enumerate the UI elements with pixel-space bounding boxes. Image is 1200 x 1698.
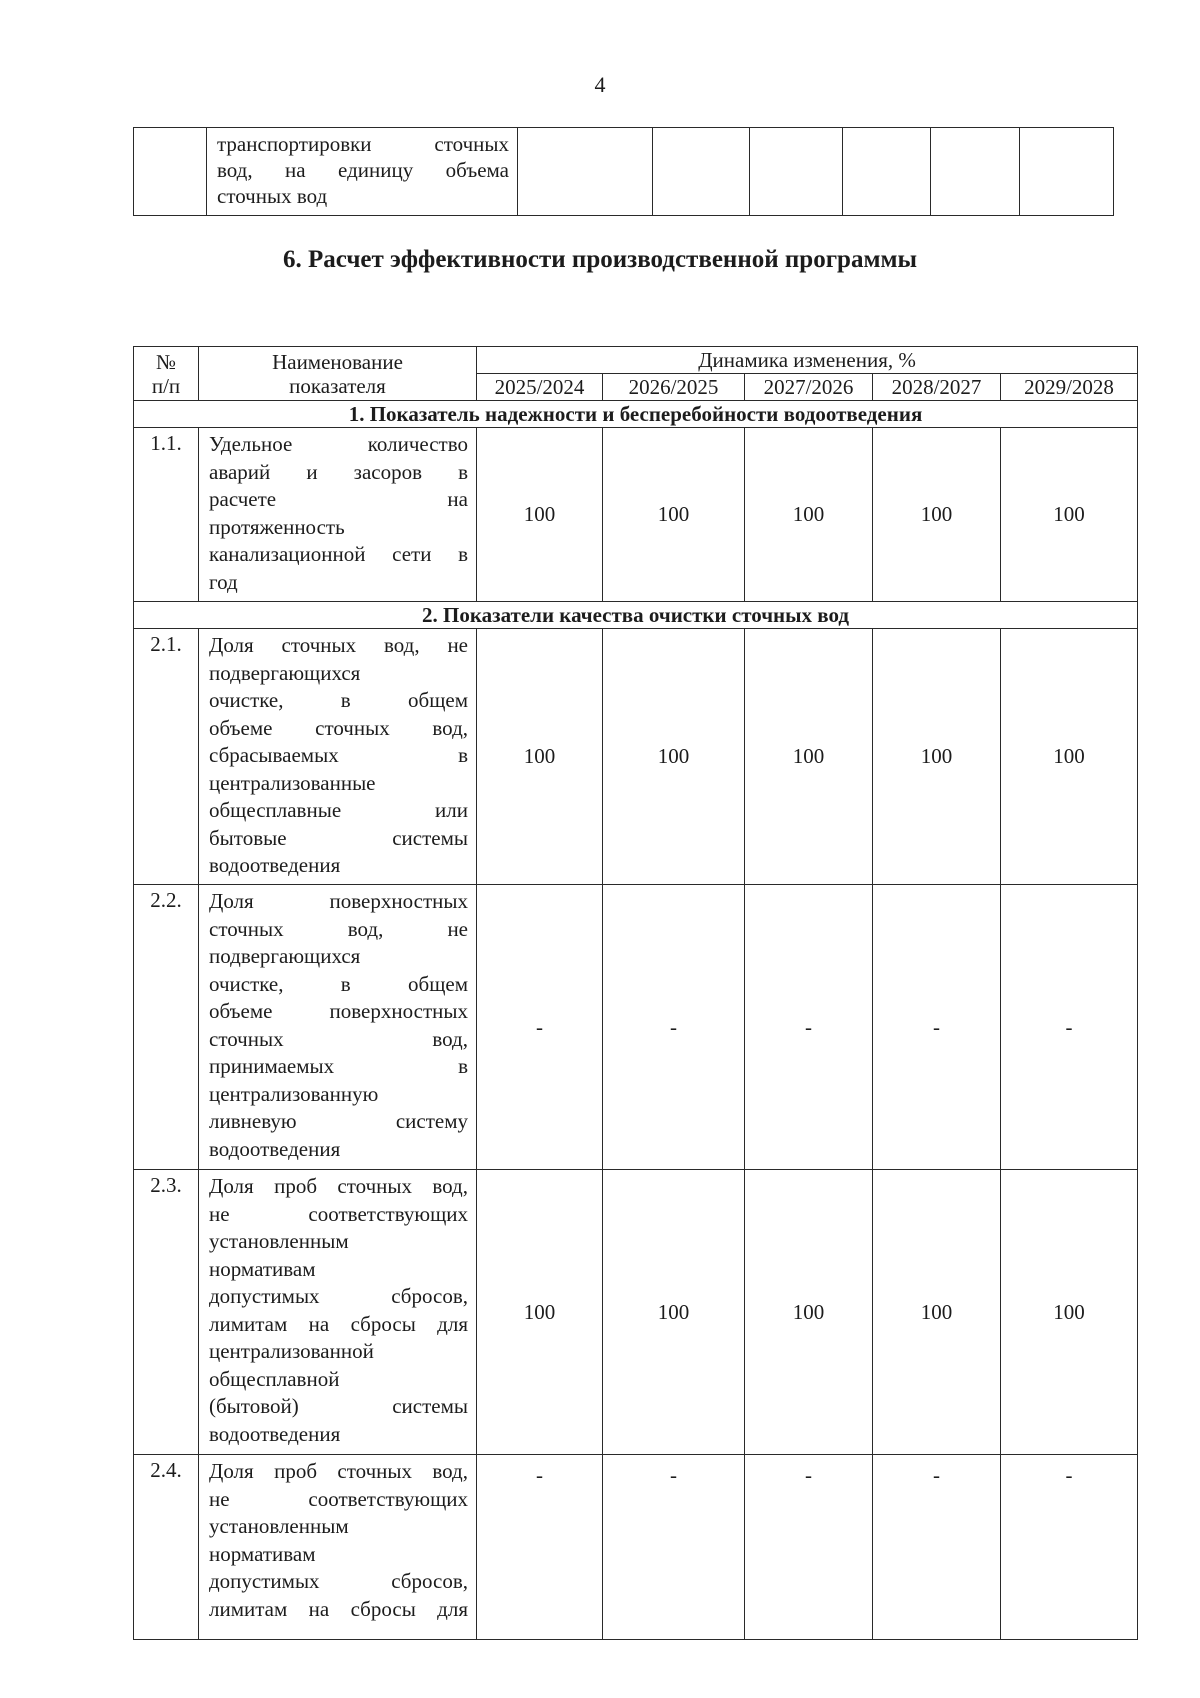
header-num-line: № <box>155 349 177 374</box>
table-row <box>134 629 1138 885</box>
header-row <box>134 347 1138 374</box>
value-cell <box>750 128 843 216</box>
value-cell: 100 <box>745 428 873 602</box>
name-line: ливневую систему <box>209 1109 468 1133</box>
name-line: расчете на <box>209 487 468 511</box>
name-line: аварий и засоров в <box>209 459 468 484</box>
value-cell: 100 <box>1001 1170 1138 1455</box>
value-cell: 100 <box>873 629 1001 885</box>
page-number: 4 <box>594 72 606 97</box>
name-line: централизованные <box>209 770 376 795</box>
name-line: допустимых сбросов, <box>209 1284 468 1308</box>
name-line: Доля проб сточных вод, <box>209 1174 468 1198</box>
value-cell: 100 <box>873 428 1001 602</box>
value-cell: - <box>477 885 603 1170</box>
table-row <box>134 128 1114 216</box>
indicator-name <box>199 629 477 885</box>
section-heading: 2. Показатели качества очистки сточных вод <box>134 602 1138 629</box>
value-cell <box>843 128 931 216</box>
value-cell: - <box>1001 1455 1138 1640</box>
name-line: лимитам на сбросы для <box>209 1311 468 1336</box>
header-year: 2029/2028 <box>1001 374 1138 401</box>
value-cell: - <box>745 885 873 1170</box>
table-row <box>134 1455 1138 1640</box>
name-line: водоотведения <box>209 1421 341 1446</box>
header-year: 2027/2026 <box>745 374 873 401</box>
indicator-name <box>199 1455 477 1640</box>
name-line: Доля поверхностных <box>209 889 468 913</box>
name-line: подвергающихся <box>209 944 361 968</box>
name-line: сточных вод <box>217 184 328 208</box>
row-number: 2.1. <box>134 629 199 885</box>
name-line: бытовые системы <box>209 825 468 850</box>
name-line: протяженность <box>209 514 345 539</box>
name-line: транспортировки сточных <box>217 132 509 156</box>
value-cell: 100 <box>477 1170 603 1455</box>
value-cell: - <box>603 885 745 1170</box>
name-line: объеме сточных вод, <box>209 715 468 740</box>
name-line: сбрасываемых в <box>209 743 468 767</box>
value-cell <box>653 128 750 216</box>
row-number: 2.3. <box>134 1170 199 1455</box>
header-num-line: п/п <box>151 373 181 398</box>
name-line: установленным <box>209 1229 349 1253</box>
name-line: сточных вод, <box>209 1026 468 1051</box>
name-line: централизованной <box>209 1339 374 1363</box>
section-title: 6. Расчет эффективности производственной программы <box>282 246 918 273</box>
name-line: водоотведения <box>209 853 341 877</box>
section-heading: 1. Показатель надежности и бесперебойности водоотведения <box>134 401 1138 428</box>
section-row <box>134 602 1138 629</box>
name-line: очистке, в общем <box>209 688 468 712</box>
name-line: водоотведения <box>209 1136 341 1161</box>
value-cell <box>518 128 653 216</box>
value-cell: - <box>1001 885 1138 1170</box>
name-line: общесплавной <box>209 1366 340 1391</box>
name-line: централизованную <box>209 1081 379 1106</box>
continued-table <box>133 127 1114 216</box>
name-line: нормативам <box>209 1256 316 1281</box>
name-line: не соответствующих <box>209 1201 468 1226</box>
header-year: 2025/2024 <box>477 374 603 401</box>
name-line: Удельное количество <box>209 432 468 456</box>
row-number: 2.4. <box>134 1455 199 1640</box>
name-line: год <box>209 569 238 594</box>
header-name-line: Наименование <box>272 349 403 374</box>
indicator-name <box>199 885 477 1170</box>
header-name <box>199 347 477 401</box>
name-line: очистке, в общем <box>209 971 468 996</box>
value-cell: 100 <box>603 1170 745 1455</box>
indicator-name <box>199 428 477 602</box>
indicator-name-cell <box>207 128 518 216</box>
value-cell: - <box>873 1455 1001 1640</box>
name-line: принимаемых в <box>209 1054 468 1078</box>
value-cell <box>931 128 1020 216</box>
value-cell: 100 <box>603 629 745 885</box>
header-year: 2028/2027 <box>873 374 1001 401</box>
header-num <box>134 347 199 401</box>
name-line: Доля проб сточных вод, <box>209 1459 468 1483</box>
row-number: 1.1. <box>134 428 199 602</box>
header-dynamics: Динамика изменения, % <box>477 347 1138 374</box>
name-line: объеме поверхностных <box>209 999 468 1023</box>
name-line: лимитам на сбросы для <box>209 1596 468 1621</box>
num-cell <box>134 128 207 216</box>
value-cell: - <box>745 1455 873 1640</box>
section-row <box>134 401 1138 428</box>
value-cell: 100 <box>745 629 873 885</box>
value-cell: - <box>477 1455 603 1640</box>
name-line: не соответствующих <box>209 1486 468 1511</box>
header-year: 2026/2025 <box>603 374 745 401</box>
name-line: вод, на единицу объема <box>217 158 509 182</box>
name-line: сточных вод, не <box>209 916 468 941</box>
value-cell: 100 <box>603 428 745 602</box>
name-line: установленным <box>209 1514 349 1538</box>
table-row <box>134 1170 1138 1455</box>
table-row <box>134 428 1138 602</box>
header-name-line: показателя <box>289 373 386 398</box>
name-line: нормативам <box>209 1541 316 1566</box>
row-number: 2.2. <box>134 885 199 1170</box>
name-line: Доля сточных вод, не <box>209 633 468 657</box>
value-cell: 100 <box>477 629 603 885</box>
efficiency-table <box>133 346 1138 1640</box>
value-cell <box>1020 128 1114 216</box>
value-cell: 100 <box>745 1170 873 1455</box>
value-cell: 100 <box>1001 428 1138 602</box>
value-cell: - <box>873 885 1001 1170</box>
value-cell: 100 <box>1001 629 1138 885</box>
value-cell: - <box>603 1455 745 1640</box>
value-cell: 100 <box>477 428 603 602</box>
name-line: общесплавные или <box>209 798 468 822</box>
indicator-name <box>199 1170 477 1455</box>
name-line: канализационной сети в <box>209 542 468 566</box>
name-line: подвергающихся <box>209 660 361 685</box>
name-line: (бытовой) системы <box>209 1394 468 1418</box>
name-line: допустимых сбросов, <box>209 1569 468 1593</box>
value-cell: 100 <box>873 1170 1001 1455</box>
table-row <box>134 885 1138 1170</box>
